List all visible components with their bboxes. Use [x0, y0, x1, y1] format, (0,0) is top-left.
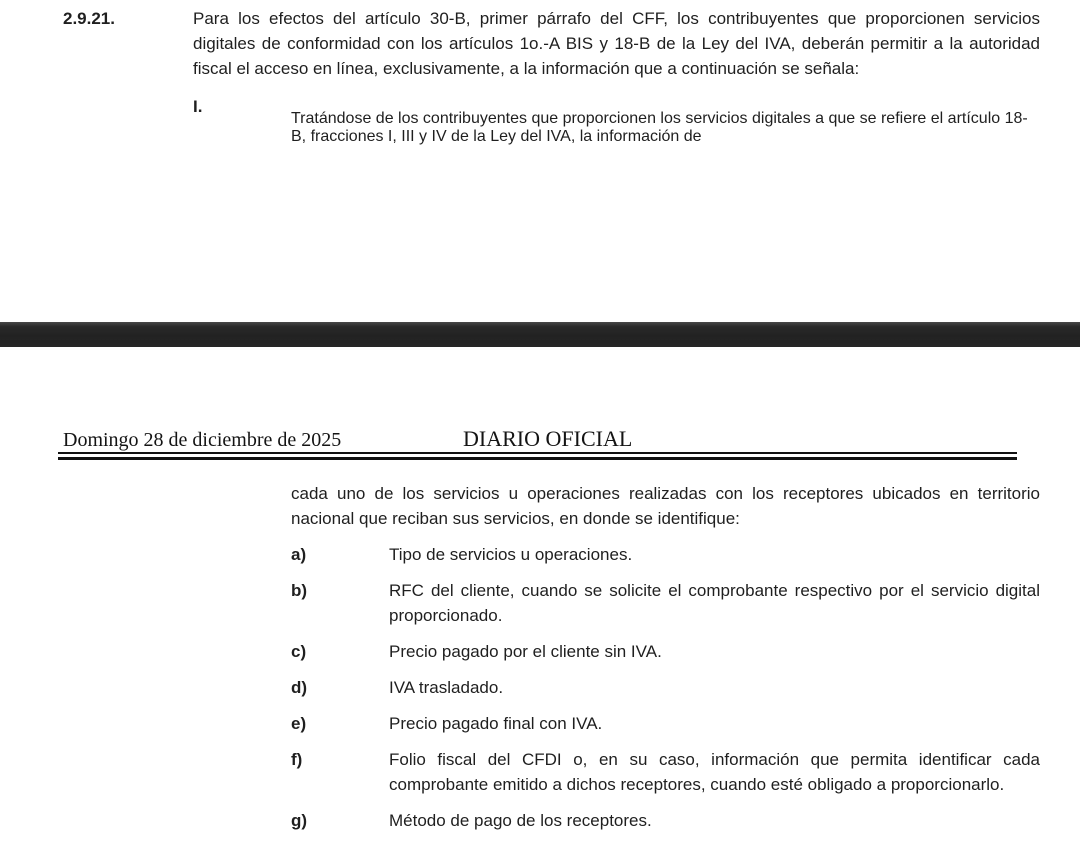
list-item-label: f)	[291, 750, 303, 769]
section-row	[63, 6, 1040, 81]
page-break-bar	[0, 322, 1080, 347]
list-item	[291, 675, 1040, 700]
list-item-text: Precio pagado final con IVA.	[389, 714, 603, 733]
current-page-body	[291, 481, 1040, 833]
list-item	[291, 747, 1040, 797]
list-item-text: Tipo de servicios u operaciones.	[389, 545, 633, 564]
header-date: Domingo 28 de diciembre de 2025	[63, 429, 342, 451]
list-item	[291, 639, 1040, 664]
list-item	[291, 578, 1040, 628]
fraction-paragraph: Tratándose de los contribuyentes que proporcionen los servicios digitales a que se refiere el artículo 18-B, fracciones I, III y IV de la Ley del IVA, la información de	[291, 110, 1028, 145]
fraction-label: I.	[193, 97, 203, 116]
list-item-text: Método de pago de los receptores.	[389, 811, 652, 830]
list-item-text: Folio fiscal del CFDI o, en su caso, información que permita identificar cada comprobante emitido a dichos receptores, cuando esté obligado a proporcionarlo.	[389, 750, 1040, 794]
list-item-label: c)	[291, 642, 307, 661]
list-item-text: RFC del cliente, cuando se solicite el comprobante respectivo por el servicio digital proporcionado.	[389, 581, 1040, 625]
continuation-paragraph: cada uno de los servicios u operaciones realizadas con los receptores ubicados en territorio nacional que reciban sus servicios, en donde se identifique:	[291, 484, 1040, 528]
list-item	[291, 808, 1040, 833]
header-double-rule	[58, 452, 1017, 460]
list-item-label: b)	[291, 581, 308, 600]
list-item-text: IVA trasladado.	[389, 678, 504, 697]
fraction-row	[193, 94, 1040, 162]
list-item-label: a)	[291, 545, 307, 564]
section-paragraph: Para los efectos del artículo 30-B, primer párrafo del CFF, los contribuyentes que proporcionen servicios digitales de conformidad con los artículos 1o.-A BIS y 18-B de la Ley del IVA, deberán permitir a la autoridad fiscal el acceso en línea, exclusivamente, a la información que a continuación se señala:	[193, 9, 1040, 78]
header-title: DIARIO OFICIAL	[463, 426, 633, 451]
list-item	[291, 542, 1040, 567]
list-item-label: g)	[291, 811, 308, 830]
list-item	[291, 711, 1040, 736]
section-number: 2.9.21.	[63, 9, 115, 28]
previous-page-fragment	[63, 6, 1040, 162]
list-item-text: Precio pagado por el cliente sin IVA.	[389, 642, 662, 661]
list-item-label: e)	[291, 714, 307, 733]
list-item-label: d)	[291, 678, 308, 697]
